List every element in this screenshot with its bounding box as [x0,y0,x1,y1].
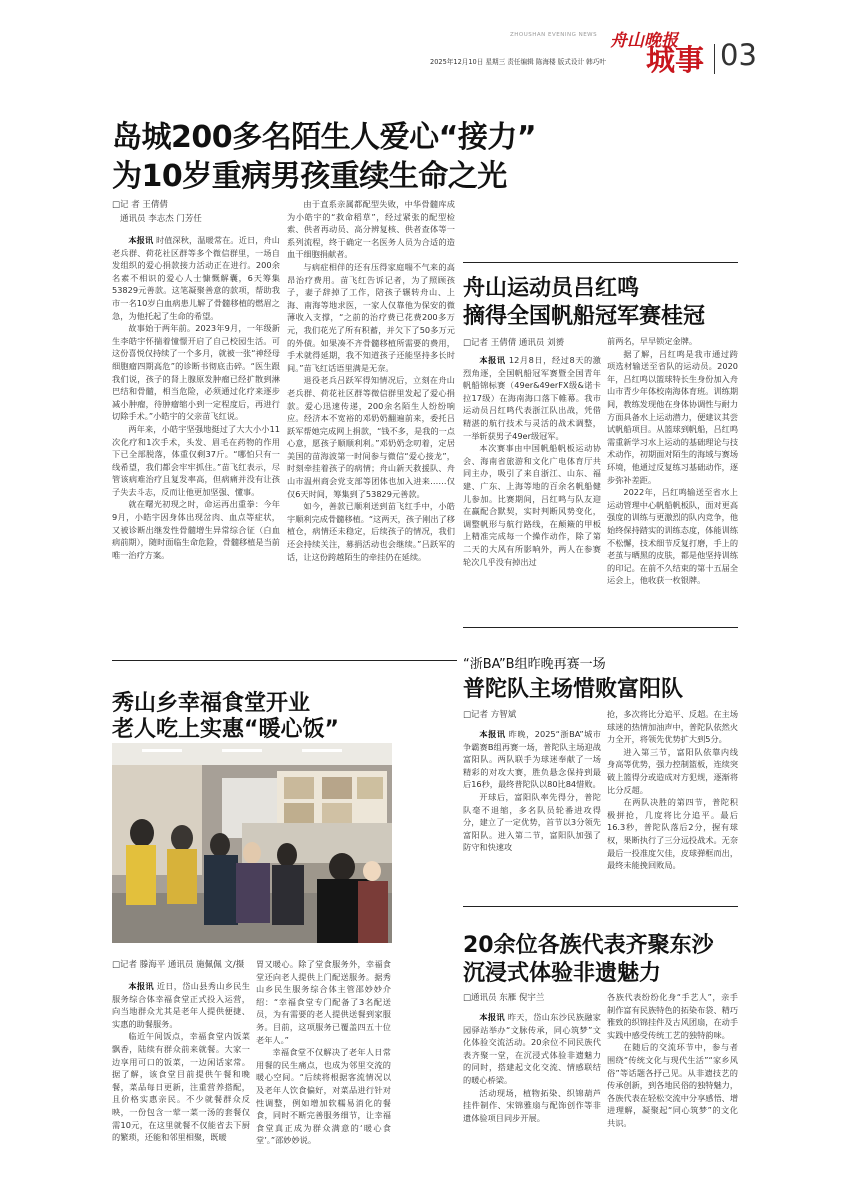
article2-c2-p2: 据了解，吕红鸣是我市通过跨项选材输送至省队的运动员。2020年，吕红鸣以篮球特长生身份加入舟山市青少年体校南海体育班。训练期间，教练发现他在身体协调性与耐力方面具备水上运动潜力，便建议其尝试帆船项目。从篮球到帆船，吕红鸣需重新学习水上运动的基础理论与技术动作，初期面对陌生的海域与赛场环境，他通过反复练习基础动作，逐步弥补差距。 [607,348,739,485]
article3-byline: □记者 方智斌 [463,710,517,720]
article1-byline-reporter: □记 者 王倩倩 [112,200,168,210]
article2-c1-p1: 本报讯 12月8日，经过8天的激烈角逐，全国帆船冠军赛暨全国青年帆船锦标赛（49er&49erFX级&诺卡拉17级）在海南海口落下帷幕。我市运动员吕红鸣代表浙江队出战，凭借精湛的航行技术与灵活的战术调整，一举斩获男子49er级冠军。 [463,355,601,441]
page-number: 03 [720,38,757,72]
article1-c1-p4: 就在曙光初现之时，命运再出重拳：今年9月，小皓宇因身体出现岔肉、血点等症状，又被诊断出继发性骨髓增生异常综合征（白血病前期），随时面临生命危险，骨髓移植是当前唯一治疗方案。 [112,499,280,560]
article2-column1 [463,354,601,568]
article2-byline: □记者 王倩倩 通讯员 刘赟 [463,338,565,348]
article5-byline: □通讯员 东雁 倪宇兰 [463,993,545,1003]
article4-byline: □记者 滕海平 通讯员 施佩佩 文/摄 [112,960,245,970]
masthead-logo: 舟山晚报 [610,31,678,51]
divider-article1-bottom [112,660,457,661]
article1-c1-p1: 本报讯 时值深秋，温暖常在。近日，舟山老兵群、荷花社区群等多个微信群里，一场自发组织的爱心捐款接力活动正在进行。200余名素不相识的爱心人士慷慨解囊，6天筹集53829元善款。这笔凝聚善意的款项，帮助我市一名10岁白血病患儿解了骨髓移植的燃眉之急，为他托起了生命的希望。 [112,235,280,321]
section-title: 城事 [646,43,705,77]
article3-title: 普陀队主场惜败富阳队 [463,677,684,702]
article5-title-line1: 20余位各族代表齐聚东沙 [463,933,714,958]
article4-column1 [112,980,250,1144]
article1-c1-p2: 故事始于两年前。2023年9月，一年级新生李皓宇怀揣着憧憬开启了自己校园生活。可这份喜悦仅持续了一个多月，就被一张“神经母细胞瘤四期高危”的诊断书彻底击碎。“医生跟我们说，孩子的肾上腺原发肿瘤已经扩散到淋巴结和骨髓，相当危险，必须通过化疗来逐步减小肿瘤，待肿瘤缩小到一定程度后，再进行切除手术。”小皓宇的父亲苗飞红说。 [112,323,280,422]
article2-c2-p1: 前两名，早早锁定金牌。 [607,336,698,346]
article5-title-line2: 沉浸式体验非遗魅力 [463,961,662,986]
divider-article2-top [463,262,738,263]
article4-title-line1: 秀山乡幸福食堂开业 [112,691,311,716]
article2-c2-p3: 2022年，吕红鸣输送至省水上运动管理中心帆船帆板队，面对更高强度的训练与更激烈的队内竞争，他始终保持踏实的训练态度，体能训练不松懈，技术细节反复打磨，手上的老茧与晒黑的皮肤，都是他坚持训练的印记。在前不久结束的第十五届全运会上，他收获一枚银牌。 [607,487,739,586]
section-divider [714,44,715,74]
article3-kicker: “浙BA”B组昨晚再赛一场 [463,657,606,672]
article5-c2-p1: 各族代表纷纷化身“手艺人”，亲手制作富有民族特色的拓染布袋、精巧雅致的织锦挂件及古风团扇，在动手实践中感受传统工艺的独特韵味。 [607,992,739,1040]
article3-column1 [463,728,601,854]
article3-c1-p2: 开球后，富阳队率先得分，普陀队毫不退缩，多名队员轮番进攻得分，建立了一定优势，首节以3分领先富阳队。进入第二节，富阳队加强了防守和快速攻 [463,791,601,853]
article1-byline-correspondents: 通讯员 李志杰 门芳任 [120,214,202,224]
article5-c2-p2: 在随后的交流环节中，参与者围绕“传统文化与现代生活”“家乡风俗”等话题各抒己见。从非遗技艺的传承创新，到各地民俗的独特魅力，各族代表在轻松交流中分享感悟、增进理解，凝聚起“同心筑梦”的文化共识。 [607,1042,739,1128]
masthead [430,30,830,80]
article3-c1-p1: 本报讯 昨晚，2025“浙BA”城市争霸赛B组再赛一场，普陀队主场迎战富阳队。两队联手为球迷奉献了一场精彩的对攻大赛，胜负悬念保持到最后16秒，最终普陀队以80比84惜败。 [463,729,601,790]
article2-title-line2: 摘得全国帆船冠军赛桂冠 [463,304,706,329]
article1-title-line1: 岛城200多名陌生人爱心“接力” [112,120,537,155]
divider-article3-bottom [463,906,738,907]
article3-c2-p3: 在两队决胜的第四节，普陀积极拼抢，几度将比分追平。最后16.3秒，普陀队落后2分，握有球权，果断执行了三分远投战术。无奈最后一投准度欠佳，皮球弹框而出，最终未能挽回败局。 [607,797,739,871]
article3-column2 [607,708,738,872]
article4-c2-p1: 胃又暖心。除了堂食服务外，幸福食堂还向老人提供上门配送服务。据秀山乡民生服务综合体主管邵妙妙介绍：“幸福食堂专门配备了3名配送员，为有需要的老人提供送餐到家服务。目前，这项服务已覆盖四五十位老年人。” [256,959,391,1045]
article3-c2-p1: 抢，多次将比分追平、反超。在主场球迷的热情加油声中，普陀队依然火力全开，将领先优势扩大到5分。 [607,709,739,745]
canteen-photo-illustration [112,743,392,943]
article5-c1-p1: 本报讯 昨天，岱山东沙民族融家园驿站举办“文脉传承，同心筑梦”文化体验交流活动。20余位不同民族代表齐聚一堂，在沉浸式体验非遗魅力的同时，搭建起文化交流、情感联结的暖心桥梁。 [463,1012,601,1085]
date-line: 2025年12月10日 星期三 责任编辑 陈海楼 版式设计 韩巧叶 [430,58,606,66]
article4-column2 [256,958,391,1147]
article5-c1-p2: 活动现场，植物拓染、织锦葫芦挂件制作、宋锦雅扇与配饰创作等非遗体验项目同步开展。 [463,1087,601,1123]
masthead-pinyin: ZHOUSHAN EVENING NEWS [510,32,598,38]
article2-c1-p2: 本次赛事由中国帆船帆板运动协会、海南省旅游和文化广电体育厅共同主办，吸引了来自浙江、山东、福建、广东、上海等地的百余名帆船健儿参加。比赛期间，吕红鸣与队友迎在赢配合默契，实时判断风势变化，调整帆形与航行路线，在颠簸的甲板上精准完成每一个操作动作，除了第二天的大风有所影响外，两人在参赛轮次几乎没有掉出过 [463,443,601,567]
article4-c1-p1: 本报讯 近日，岱山县秀山乡民生服务综合体幸福食堂正式投入运营，向当地群众尤其是老年人提供便捷、实惠的助餐服务。 [112,981,250,1029]
divider-article2-bottom [463,627,738,628]
article2-title-line1: 舟山运动员吕红鸣 [463,276,640,301]
article4-c1-p2: 临近午间饭点，幸福食堂内饭菜飘香，陆续有群众前来就餐。大家一边享用可口的饭菜，一边闲话家常。据了解，该食堂目前提供午餐和晚餐，菜品每日更新，注重营养搭配，且价格实惠亲民。不少就餐群众反映，一份包含一荤一菜一汤的套餐仅需10元，在这里就餐不仅能省去下厨的繁琐，还能和邻里相聚，既暖 [112,1031,250,1143]
article1-column1 [112,234,280,561]
article3-c2-p2: 进入第三节，富阳队依靠内线身高等优势，强力控制篮板，连续突破上篮得分或造成对方犯规，逐渐将比分反超。 [607,746,739,795]
article5-column2 [607,991,738,1130]
article4-c2-p2: 幸福食堂不仅解决了老年人日常用餐的民生痛点，也成为邻里交流的暖心空间。“后续将根据客流情况以及老年人饮食偏好，对菜品进行针对性调整，例如增加软糯易消化的餐食，同时不断完善服务细节，让幸福食堂真正成为群众满意的‘暖心食堂’。”邵妙妙说。 [256,1047,391,1146]
canteen-photo [112,743,392,943]
article1-byline [112,198,272,226]
article1-title-line2: 为10岁重病男孩重续生命之光 [112,159,507,194]
article1-c2-p3: 退役老兵吕跃军得知情况后，立刻在舟山老兵群、荷花社区群等微信群里发起了爱心捐款。爱心迅速传递，200余名陌生人纷纷响应。经济本不宽裕的邓奶奶翻遍前来，委托吕跃军帮她完成网上捐款，“钱不多，是我的一点心意，愿孩子顺顺利利。”邓奶奶念叨着，定居美国的苗海波第一时间参与微信“爱心接龙”，时刻牵挂着孩子的病情；舟山新天救援队、舟山市温州商会党支部等团体也加入进来……仅仅6天时间，筹集到了53829元善款。 [287,375,455,499]
article5-column1 [463,1011,601,1124]
article1-c1-p3: 两年来，小皓宇坚强地挺过了大大小小11次化疗和1次手术，头发、眉毛在药物的作用下已全部脱落，体重仅剩37斤。“哪怕只有一线希望，我们都会牢牢抓住。”苗飞红表示，尽管该病难治疗且复发率高，但病痛并没有让孩子失去斗志，反而让他更加坚强、懂事。 [112,423,280,497]
article1-c2-p2: 与病症相伴的还有压得家庭喘不气来的高昂治疗费用。苗飞红告诉记者，为了照顾孩子，妻子辞掉了工作，陪孩子辗转舟山、上海、南海等地求医，一家人仅靠他为保安的微薄收入支撑，“之前的治疗费已花费200多万元，我们花光了所有积蓄，并欠下了50多万元的外债。如果凑不齐骨髓移植所需要的费用，手术就得延期，我不知道孩子还能坚持多长时间。”苗飞红话语里满是无奈。 [287,261,455,373]
article1-c2-p1: 由于直系亲属都配型失败，中华骨髓库成为小皓宇的“救命稻草”，经过紧张的配型检索、供者再动员、高分辨复核、供者查体等一系列流程，终于确定一名医务人员为合适的造血干细胞捐献者。 [287,199,455,260]
article1-column2 [287,198,455,563]
article2-column2 [607,335,738,587]
article4-title-line2: 老人吃上实惠“暖心饭” [112,717,339,742]
article1-c2-p4: 如今，善款已顺利送到苗飞红手中，小皓宇顺利完成骨髓移植。“这两天，孩子刚出了移植仓，病情还未稳定，后续孩子的情况，我们还会持续关注，募捐活动也会继续。”吕跃军的话，让这份跨越陌生的牵挂仍在延续。 [287,501,455,562]
